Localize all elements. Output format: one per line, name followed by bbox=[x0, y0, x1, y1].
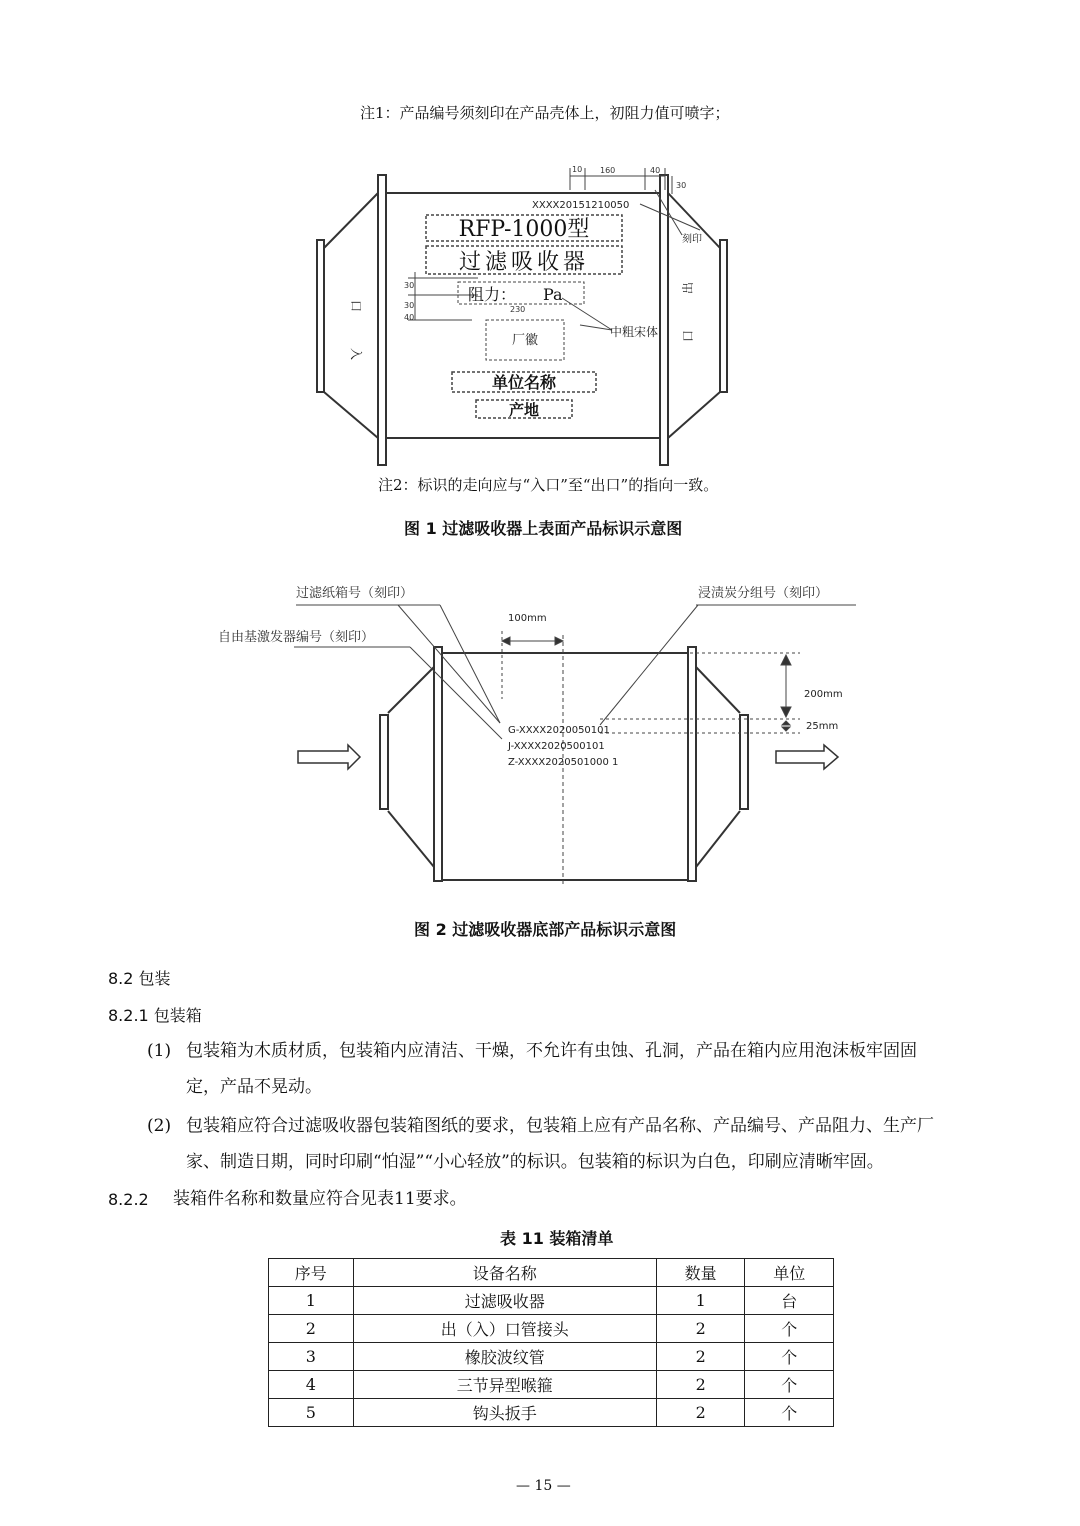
cell-unit: 个 bbox=[745, 1399, 834, 1427]
serial-number: XXXX20151210050 bbox=[532, 200, 630, 211]
table-row bbox=[269, 1399, 834, 1427]
cell-quantity: 2 bbox=[656, 1315, 745, 1343]
code-g: G-XXXX2020050101 bbox=[508, 725, 610, 736]
cell-unit: 个 bbox=[745, 1371, 834, 1399]
item-1-line-1: 包装箱为木质材质，包装箱内应清洁、干燥，不允许有虫蚀、孔洞，产品在箱内应用泡沫板牢固固 bbox=[186, 1041, 917, 1061]
code-z: Z-XXXX2020501000 1 bbox=[508, 757, 619, 768]
section-8-2-1-heading: 8.2.1 包装箱 bbox=[108, 1006, 202, 1025]
cell-quantity: 2 bbox=[656, 1371, 745, 1399]
header-quantity: 数量 bbox=[656, 1259, 745, 1287]
cell-unit: 个 bbox=[745, 1343, 834, 1371]
cell-unit: 台 bbox=[745, 1287, 834, 1315]
table-row bbox=[269, 1343, 834, 1371]
figure-1-caption: 图 1 过滤吸收器上表面产品标识示意图 bbox=[404, 519, 683, 538]
cell-index: 2 bbox=[269, 1315, 354, 1343]
section-8-2-2-text: 装箱件名称和数量应符合见表11要求。 bbox=[173, 1189, 467, 1209]
outlet-char-2: 口 bbox=[681, 329, 695, 342]
table-row bbox=[269, 1287, 834, 1315]
dim-top-mid: 160 bbox=[600, 166, 616, 175]
cell-equipment-name: 橡胶波纹管 bbox=[353, 1343, 656, 1371]
cell-unit: 个 bbox=[745, 1315, 834, 1343]
cell-index: 5 bbox=[269, 1399, 354, 1427]
section-8-2-heading: 8.2 包装 bbox=[108, 969, 171, 988]
cell-quantity: 2 bbox=[656, 1343, 745, 1371]
item-2-line-1: 包装箱应符合过滤吸收器包装箱图纸的要求，包装箱上应有产品名称、产品编号、产品阻力、生产厂 bbox=[186, 1116, 934, 1136]
model-label: RFP-1000型 bbox=[458, 217, 590, 242]
figure-2-bottom-marking-diagram bbox=[210, 575, 870, 895]
outlet-char-1: 出 bbox=[681, 281, 695, 294]
inlet-char-2: 口 bbox=[349, 300, 363, 313]
item-1-number: (1) bbox=[147, 1041, 172, 1061]
unit-name-label: 单位名称 bbox=[491, 373, 557, 392]
dim-v2: 30 bbox=[404, 301, 415, 310]
cell-index: 4 bbox=[269, 1371, 354, 1399]
filter-box-label: 过滤纸箱号（刻印） bbox=[296, 586, 414, 601]
note-2: 注2：标识的走向应与“入口”至“出口”的指向一致。 bbox=[378, 476, 719, 494]
dim-v3: 40 bbox=[404, 313, 415, 322]
item-2-line-2: 家、制造日期，同时印刷“怕湿”“小心轻放”的标识。包装箱的标识为白色，印刷应清晰牢固。 bbox=[186, 1152, 884, 1172]
dim-100mm: 100mm bbox=[508, 613, 547, 624]
table-header-row bbox=[269, 1259, 834, 1287]
product-name-label: 过滤吸收器 bbox=[458, 250, 590, 275]
dim-top-left: 10 bbox=[572, 165, 583, 174]
resistance-label: 阻力： bbox=[468, 285, 517, 304]
section-8-2-2-number: 8.2.2 bbox=[108, 1190, 149, 1209]
table-row bbox=[269, 1371, 834, 1399]
header-equipment-name: 设备名称 bbox=[353, 1259, 656, 1287]
page-number: — 15 — bbox=[516, 1478, 571, 1494]
cell-equipment-name: 三节异型喉箍 bbox=[353, 1371, 656, 1399]
cell-index: 3 bbox=[269, 1343, 354, 1371]
header-unit: 单位 bbox=[745, 1259, 834, 1287]
cell-index: 1 bbox=[269, 1287, 354, 1315]
dim-side: 30 bbox=[676, 181, 687, 190]
cell-equipment-name: 过滤吸收器 bbox=[353, 1287, 656, 1315]
dim-width: 230 bbox=[510, 305, 526, 314]
generator-label: 自由基激发器编号（刻印） bbox=[218, 630, 375, 645]
origin-label: 产地 bbox=[508, 401, 540, 419]
dim-v1: 30 bbox=[404, 281, 415, 290]
font-note: 中粗宋体 bbox=[610, 325, 659, 339]
cell-equipment-name: 出（入）口管接头 bbox=[353, 1315, 656, 1343]
item-2-number: (2) bbox=[147, 1116, 172, 1136]
dim-25mm: 25mm bbox=[806, 721, 839, 732]
figure-1-top-marking-diagram bbox=[300, 160, 740, 472]
resistance-unit: Pa bbox=[543, 285, 563, 304]
header-index: 序号 bbox=[269, 1259, 354, 1287]
cell-quantity: 1 bbox=[656, 1287, 745, 1315]
engrave-label: 刻印 bbox=[682, 234, 702, 245]
note-1: 注1：产品编号须刻印在产品壳体上，初阻力值可喷字； bbox=[360, 104, 730, 122]
table-row bbox=[269, 1315, 834, 1343]
figure-2-caption: 图 2 过滤吸收器底部产品标识示意图 bbox=[414, 920, 677, 939]
packing-list-table bbox=[268, 1258, 834, 1427]
inlet-char-1: 入 bbox=[349, 348, 363, 361]
cell-quantity: 2 bbox=[656, 1399, 745, 1427]
item-1-line-2: 定，产品不晃动。 bbox=[186, 1077, 322, 1097]
carbon-group-label: 浸渍炭分组号（刻印） bbox=[698, 586, 829, 601]
factory-logo-placeholder: 厂徽 bbox=[511, 333, 539, 348]
dim-200mm: 200mm bbox=[804, 689, 843, 700]
code-j: J-XXXX2020500101 bbox=[508, 741, 605, 752]
dim-top-right: 40 bbox=[650, 166, 661, 175]
table-11-title: 表 11 装箱清单 bbox=[500, 1229, 614, 1248]
cell-equipment-name: 钩头扳手 bbox=[353, 1399, 656, 1427]
